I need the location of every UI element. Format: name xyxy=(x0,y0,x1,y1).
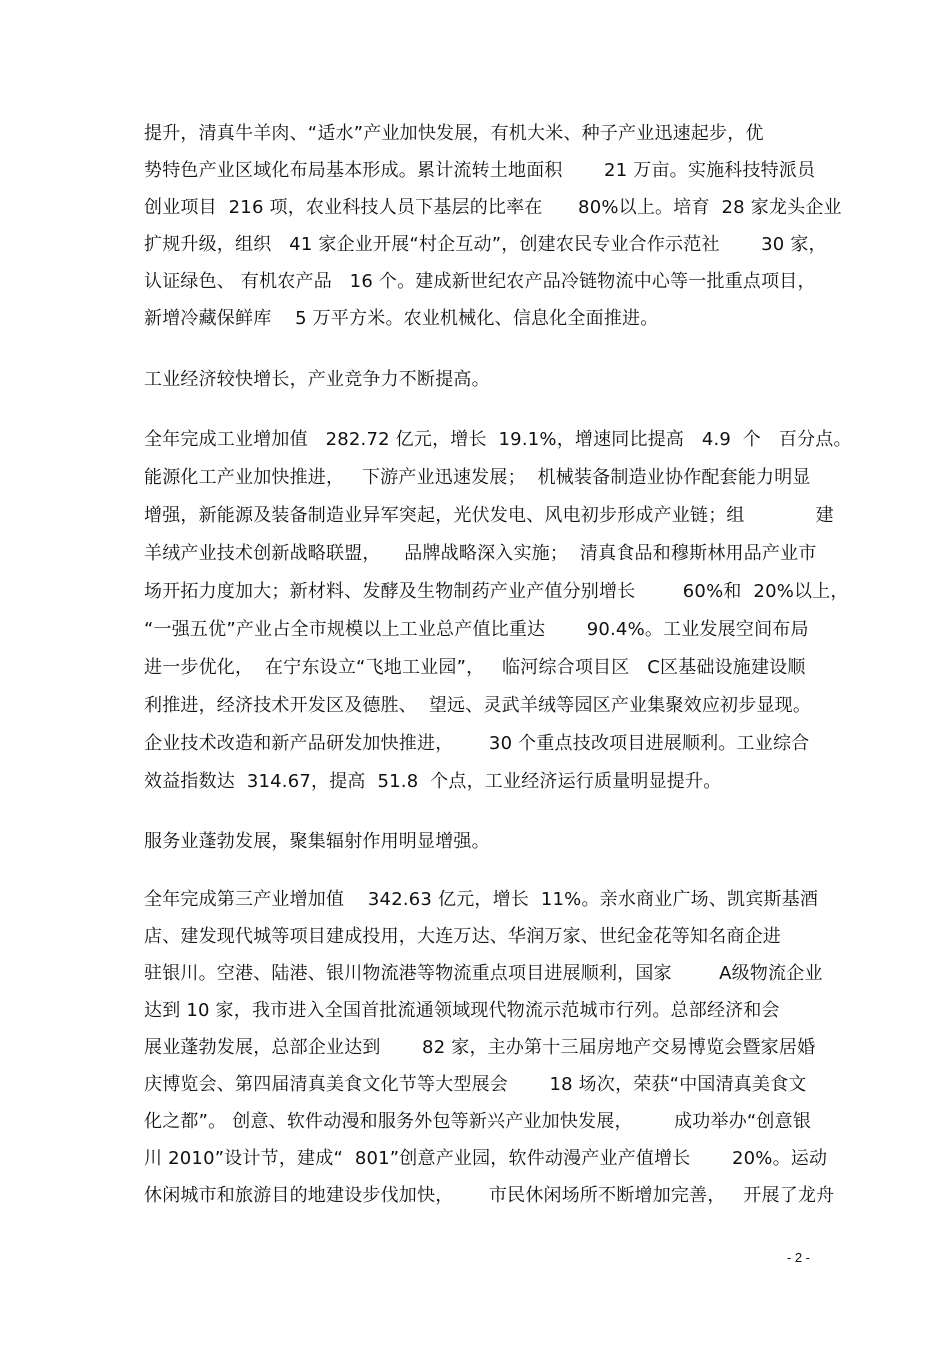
text-line: 增强，新能源及装备制造业异军突起，光伏发电、风电初步形成产业链；组 建 xyxy=(144,505,834,526)
text-line: 化之都”。 创意、软件动漫和服务外包等新兴产业加快发展， 成功举办“创意银 xyxy=(144,1111,812,1132)
text-line: 服务业蓬勃发展，聚集辐射作用明显增强。 xyxy=(144,831,490,852)
text-line: 全年完成第三产业增加值 342.63 亿元，增长 11%。亲水商业广场、凯宾斯基酒 xyxy=(144,889,819,910)
text-line: 能源化工产业加快推进， 下游产业迅速发展； 机械装备制造业协作配套能力明显 xyxy=(144,467,811,488)
text-line: 提升，清真牛羊肉、“适水”产业加快发展，有机大米、种子产业迅速起步，优 xyxy=(144,123,764,144)
text-line: 休闲城市和旅游目的地建设步伐加快， 市民休闲场所不断增加完善， 开展了龙舟 xyxy=(144,1185,835,1206)
text-line: 驻银川。空港、陆港、银川物流港等物流重点项目进展顺利，国家 A级物流企业 xyxy=(144,963,823,984)
text-line: 扩规升级，组织 41 家企业开展“村企互动”，创建农民专业合作示范社 30 家， xyxy=(144,234,827,255)
text-line: 羊绒产业技术创新战略联盟， 品牌战略深入实施； 清真食品和穆斯林用品产业市 xyxy=(144,543,817,564)
text-line: 展业蓬勃发展，总部企业达到 82 家，主办第十三届房地产交易博览会暨家居婚 xyxy=(144,1037,816,1058)
text-line: “一强五优”产业占全市规模以上工业总产值比重达 90.4%。工业发展空间布局 xyxy=(144,619,809,640)
text-line: 利推进，经济技术开发区及德胜、 望远、灵武羊绒等园区产业集聚效应初步显现。 xyxy=(144,695,812,716)
text-line: 企业技术改造和新产品研发加快推进， 30 个重点技改项目进展顺利。工业综合 xyxy=(144,733,810,754)
text-line: 进一步优化， 在宁东设立“飞地工业园”， 临河综合项目区 C区基础设施建设顺 xyxy=(144,657,806,678)
text-line: 认证绿色、 有机农产品 16 个。建成新世纪农产品冷链物流中心等一批重点项目， xyxy=(144,271,816,292)
text-line: 庆博览会、第四届清真美食文化节等大型展会 18 场次，荣获“中国清真美食文 xyxy=(144,1074,807,1095)
text-line: 效益指数达 314.67，提高 51.8 个点，工业经济运行质量明显提升。 xyxy=(144,771,722,792)
text-line: 场开拓力度加大；新材料、发酵及生物制药产业产值分别增长 60%和 20%以上， xyxy=(144,581,849,602)
text-line: 达到 10 家，我市进入全国首批流通领域现代物流示范城市行列。总部经济和会 xyxy=(144,1000,780,1021)
text-line: 全年完成工业增加值 282.72 亿元，增长 19.1%，增速同比提高 4.9 个 百分点。 xyxy=(144,429,852,450)
text-line: 川 2010”设计节，建成“ 801”创意产业园，软件动漫产业产值增长 20%。运动 xyxy=(144,1148,828,1169)
page-number: - 2 - xyxy=(786,1250,810,1265)
text-line: 店、建发现代城等项目建成投用，大连万达、华润万家、世纪金花等知名商企进 xyxy=(144,926,781,947)
text-line: 势特色产业区域化布局基本形成。累计流转土地面积 21 万亩。实施科技特派员 xyxy=(144,160,816,181)
text-line: 工业经济较快增长，产业竞争力不断提高。 xyxy=(144,369,490,390)
text-line: 创业项目 216 项，农业科技人员下基层的比率在 80%以上。培育 28 家龙头企业 xyxy=(144,197,842,218)
text-line: 新增冷藏保鲜库 5 万平方米。农业机械化、信息化全面推进。 xyxy=(144,308,659,329)
